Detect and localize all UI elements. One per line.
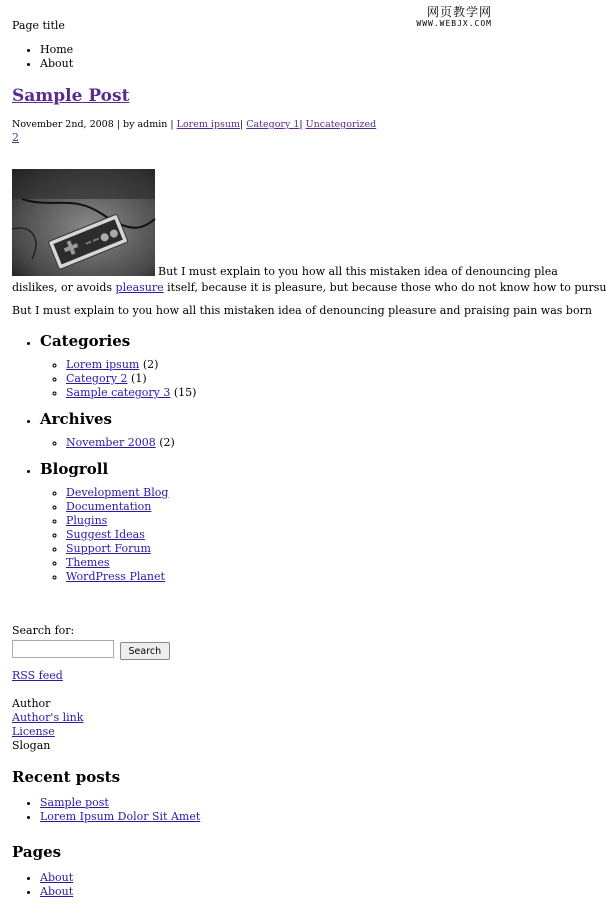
blogroll-documentation[interactable]: Documentation xyxy=(66,500,152,513)
nav-item-home[interactable]: • Home xyxy=(40,43,73,57)
list-item xyxy=(40,885,482,899)
watermark xyxy=(416,6,492,28)
rss-feed-link[interactable]: RSS feed xyxy=(12,669,63,682)
list-item xyxy=(66,556,482,570)
blogroll-wordpress-planet[interactable]: WordPress Planet xyxy=(66,570,165,583)
pages-list xyxy=(12,843,482,899)
nav-item-about[interactable]: • About xyxy=(40,57,73,71)
blogroll-heading: • Blogroll xyxy=(40,460,109,478)
license-link[interactable]: License xyxy=(12,725,55,738)
blogroll-plugins[interactable]: Plugins xyxy=(66,514,108,527)
archives-widget xyxy=(40,410,482,450)
category-count: (15) xyxy=(173,386,197,399)
list-item xyxy=(66,372,482,386)
search-form xyxy=(12,624,170,660)
paragraph-1-text-b: itself, because it is pleasure, but because those who do not know how to pursu xyxy=(163,281,606,294)
recent-post-sample[interactable]: Sample post xyxy=(40,796,109,809)
list-item xyxy=(66,486,482,500)
list-item xyxy=(66,436,482,450)
recent-posts xyxy=(12,768,482,824)
author-link[interactable]: Author's link xyxy=(12,711,84,724)
list-item xyxy=(40,871,482,885)
site-info xyxy=(12,697,83,753)
search-label: Search for: xyxy=(12,624,75,637)
blogroll-suggest-ideas[interactable]: Suggest Ideas xyxy=(66,528,145,541)
recent-post-lorem[interactable]: Lorem Ipsum Dolor Sit Amet xyxy=(40,810,201,823)
category-category-2[interactable]: Category 2 xyxy=(66,372,128,385)
post-meta: November 2nd, 2008 | by admin | Lorem ipsum| Category 1| Uncategorized 2 xyxy=(12,119,377,144)
search-input[interactable] xyxy=(12,640,114,658)
list-item xyxy=(40,796,482,810)
archive-november-2008[interactable]: November 2008 xyxy=(66,436,156,449)
page-about[interactable]: About xyxy=(40,885,74,898)
post-title-link[interactable]: Sample Post xyxy=(12,86,130,106)
watermark-url: WWW.WEBJX.COM xyxy=(416,19,492,28)
category-count: (1) xyxy=(131,372,147,385)
list-item xyxy=(66,542,482,556)
list-item xyxy=(66,528,482,542)
post-image xyxy=(12,169,155,276)
main-nav xyxy=(12,43,73,71)
category-count: (2) xyxy=(142,358,159,371)
list-item xyxy=(40,810,482,824)
categories-widget xyxy=(40,332,482,400)
list-item xyxy=(66,500,482,514)
page-title: Page title xyxy=(12,19,65,32)
category-lorem-ipsum[interactable]: Lorem ipsum xyxy=(66,358,140,371)
paragraph-1-text-a: dislikes, or avoids xyxy=(12,281,116,294)
sidebar-widgets xyxy=(12,332,482,594)
blogroll-themes[interactable]: Themes xyxy=(66,556,110,569)
page-about[interactable]: About xyxy=(40,871,74,884)
slogan: Slogan xyxy=(12,739,51,752)
categories-heading: • Categories xyxy=(40,332,131,350)
blogroll-widget xyxy=(40,460,482,584)
author-label: Author xyxy=(12,697,51,710)
pages-heading: Pages xyxy=(12,843,62,861)
post-paragraph-2: But I must explain to you how all this mistaken idea of denouncing pleasure and praising pain was born xyxy=(12,304,592,317)
list-item xyxy=(66,514,482,528)
post-date: November 2nd, 2008 xyxy=(12,119,114,130)
list-item xyxy=(66,358,482,372)
post-author: | by admin | xyxy=(116,119,174,130)
list-item xyxy=(66,570,482,584)
archive-count: (2) xyxy=(159,436,175,449)
category-link-category-1[interactable]: Category 1 xyxy=(246,119,300,130)
post-title xyxy=(12,86,129,106)
comment-count-link[interactable]: 2 xyxy=(12,131,19,144)
blogroll-development-blog[interactable]: Development Blog xyxy=(66,486,169,499)
post-paragraph-1 xyxy=(12,264,606,296)
paragraph-1-line-1: But I must explain to you how all this mistaken idea of denouncing plea xyxy=(158,265,558,278)
blogroll-support-forum[interactable]: Support Forum xyxy=(66,542,151,555)
watermark-title: 网页教学网 xyxy=(426,5,492,19)
category-link-lorem-ipsum[interactable]: Lorem ipsum xyxy=(176,119,240,130)
pleasure-link[interactable]: pleasure xyxy=(115,281,164,294)
search-button[interactable]: Search xyxy=(120,642,171,660)
list-item xyxy=(66,386,482,400)
archives-heading: • Archives xyxy=(40,410,112,428)
recent-posts-heading: Recent posts xyxy=(12,768,121,786)
rss-feed xyxy=(12,669,63,682)
category-link-uncategorized[interactable]: Uncategorized xyxy=(305,119,377,130)
category-sample-category-3[interactable]: Sample category 3 xyxy=(66,386,171,399)
